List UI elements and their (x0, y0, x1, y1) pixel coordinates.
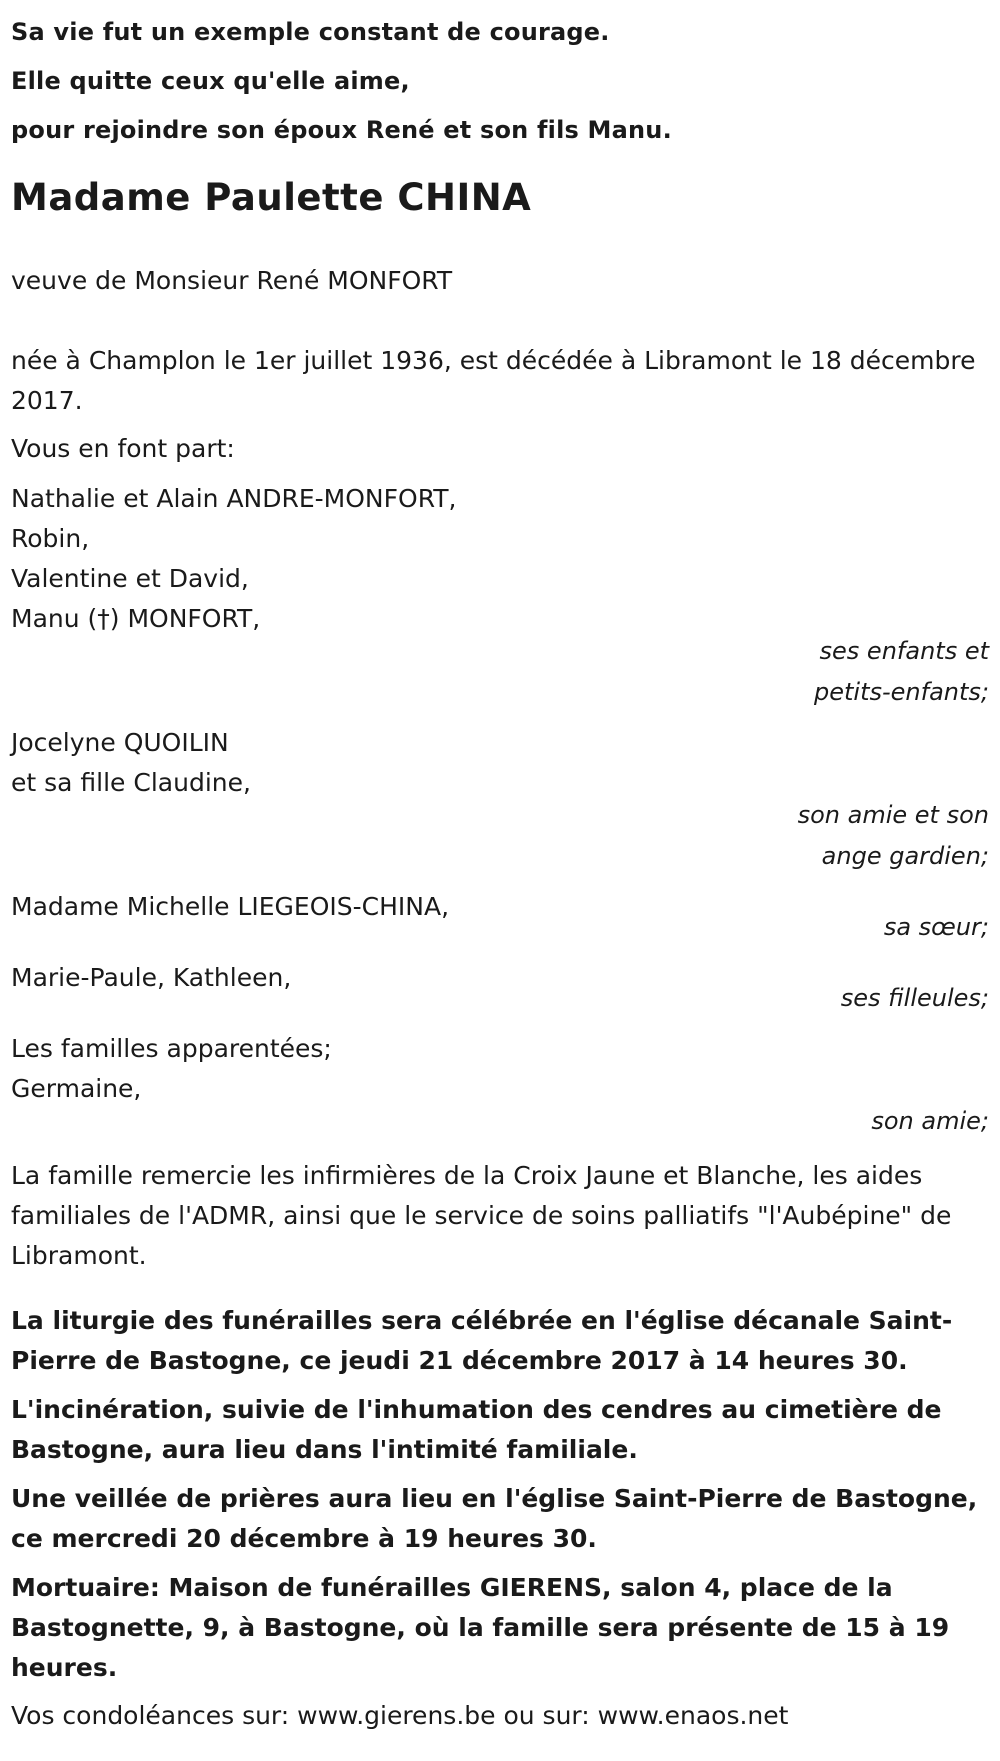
family-line: Germaine, (11, 1074, 142, 1103)
ceremony-vigil: Une veillée de prières aura lieu en l'église Saint-Pierre de Bastogne, ce mercredi 20 décembre à 19 heures 30. (11, 1484, 978, 1553)
family-line: Robin, (11, 524, 90, 553)
family-line: Valentine et David, (11, 564, 249, 593)
family-line: Nathalie et Alain ANDRE-MONFORT, (11, 484, 457, 513)
family-line: Manu (†) MONFORT, (11, 604, 261, 633)
ceremony-incineration: L'incinération, suivie de l'inhumation des cendres au cimetière de Bastogne, aura lieu dans l'intimité familiale. (11, 1395, 942, 1464)
family-relation: ses filleules; (840, 984, 989, 1012)
family-group-friend-angel (11, 723, 989, 877)
family-line: Jocelyne QUOILIN (11, 728, 229, 757)
family-relation: petits-enfants; (814, 678, 989, 706)
ceremony-mortuary: Mortuaire: Maison de funérailles GIERENS, salon 4, place de la Bastognette, 9, à Bastogne, où la famille sera présente de 15 à 19 heures. (11, 1573, 950, 1682)
family-group-children (11, 479, 989, 713)
family-group-goddaughters (11, 958, 989, 1019)
family-relation: ange gardien; (821, 842, 989, 870)
ceremony-details (11, 1301, 989, 1688)
announce-label: Vous en font part: (11, 434, 235, 463)
family-line: Marie-Paule, Kathleen, (11, 963, 292, 992)
intro-line: pour rejoindre son époux René et son fils Manu. (11, 116, 672, 144)
thanks-paragraph: La famille remercie les infirmières de la Croix Jaune et Blanche, les aides familiales de l'ADMR, ainsi que le service de soins palliatifs "l'Aubépine" de Libramont. (11, 1161, 952, 1270)
family-relation: sa sœur; (883, 913, 989, 941)
family-line: Madame Michelle LIEGEOIS-CHINA, (11, 892, 450, 921)
family-relation: son amie et son (797, 801, 989, 829)
widow-of: veuve de Monsieur René MONFORT (11, 266, 453, 295)
ceremony-liturgy: La liturgie des funérailles sera célébrée en l'église décanale Saint-Pierre de Bastogne, ce jeudi 21 décembre 2017 à 14 heures 30. (11, 1306, 953, 1375)
deceased-name: Madame Paulette CHINA (11, 176, 532, 219)
obituary-notice (11, 8, 989, 1761)
intro-quote (11, 8, 989, 155)
birth-death: née à Champlon le 1er juillet 1936, est décédée à Libramont le 18 décembre 2017. (11, 346, 976, 415)
family-line: Les familles apparentées; (11, 1034, 332, 1063)
family-relation: son amie; (871, 1107, 989, 1135)
family-line: et sa fille Claudine, (11, 768, 251, 797)
condolences-line: Vos condoléances sur: www.gierens.be ou sur: www.enaos.net (11, 1701, 789, 1730)
family-group-friend (11, 1029, 989, 1142)
intro-line: Elle quitte ceux qu'elle aime, (11, 67, 410, 95)
intro-line: Sa vie fut un exemple constant de courage. (11, 18, 610, 46)
family-relation: ses enfants et (819, 637, 989, 665)
family-group-sister (11, 887, 989, 948)
